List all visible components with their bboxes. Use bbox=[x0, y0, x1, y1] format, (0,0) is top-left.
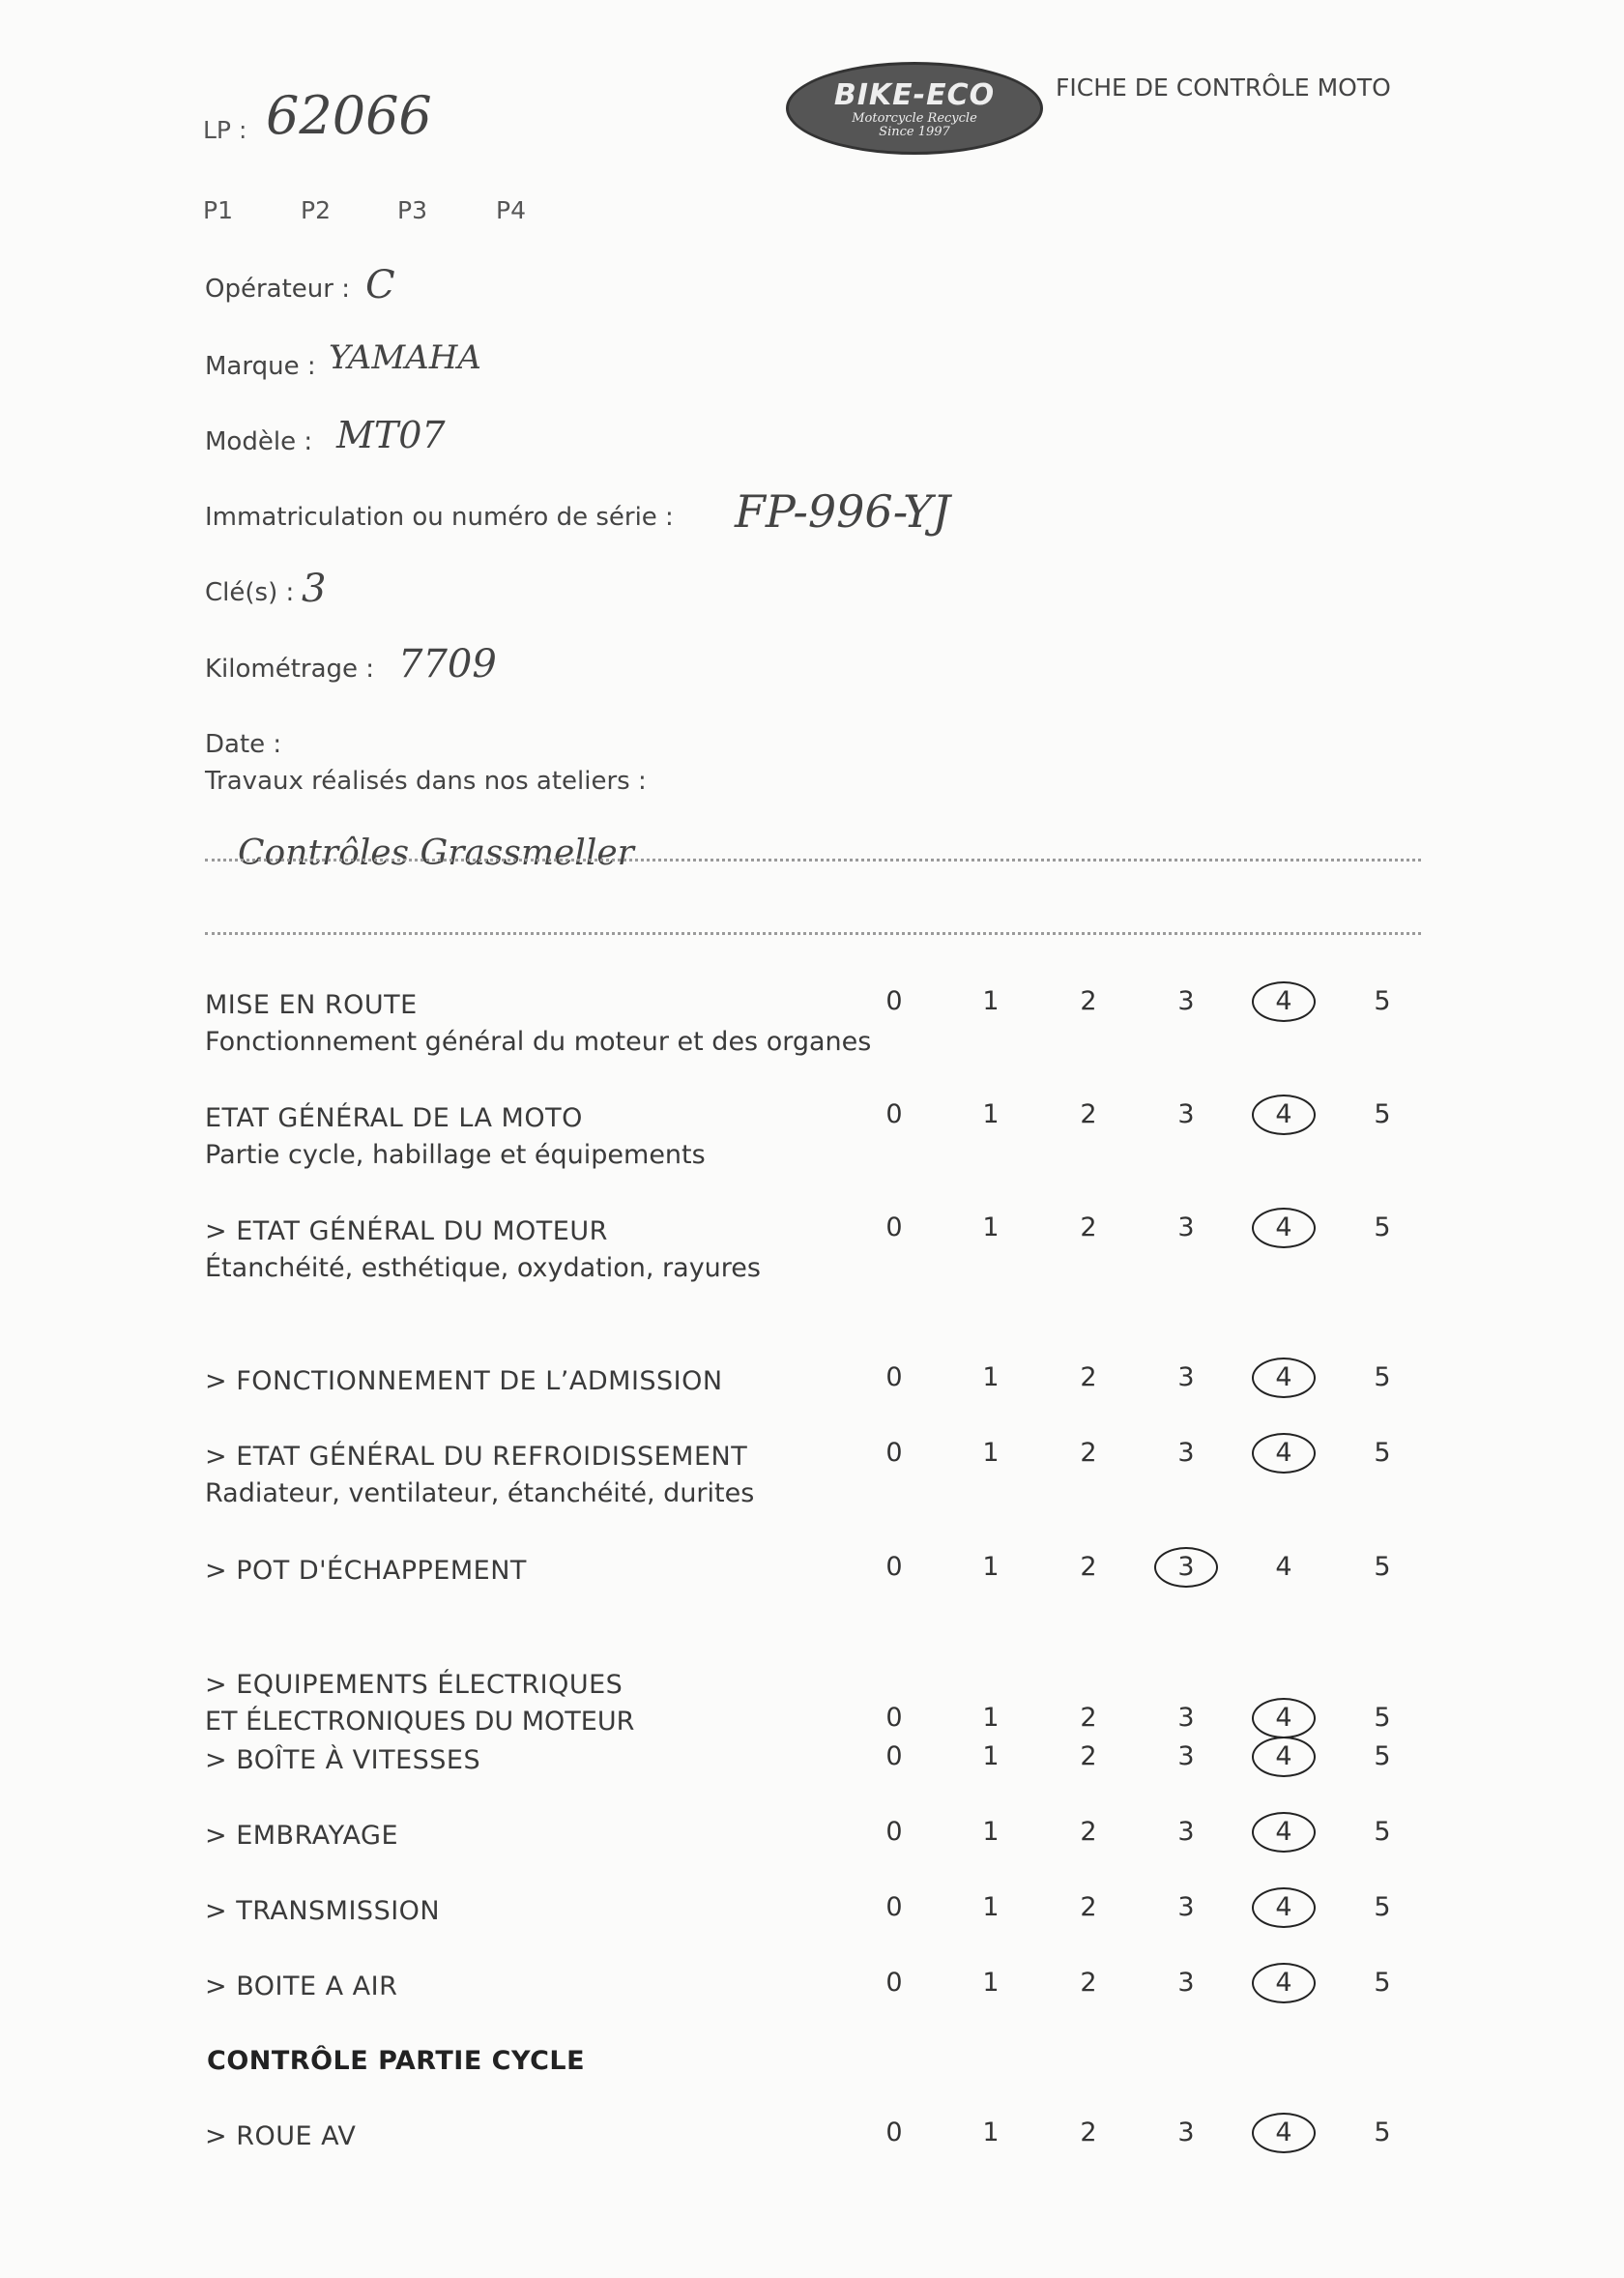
immatriculation-value: FP-996-YJ bbox=[735, 485, 950, 538]
selected-rating-circle bbox=[1252, 1737, 1316, 1777]
kilometrage-value: 7709 bbox=[398, 642, 497, 686]
rating-option-0[interactable]: 0 bbox=[885, 986, 903, 1016]
rating-option-1[interactable]: 1 bbox=[982, 1438, 1000, 1468]
rating-row-subtitle: ET ÉLECTRONIQUES DU MOTEUR bbox=[205, 1707, 635, 1737]
rating-row-title: > FONCTIONNEMENT DE L’ADMISSION bbox=[205, 1366, 723, 1396]
selected-rating-circle bbox=[1252, 2113, 1316, 2153]
rating-option-4[interactable]: 4 bbox=[1275, 1438, 1292, 1468]
rating-option-2[interactable]: 2 bbox=[1080, 1438, 1097, 1468]
marque-label: Marque : bbox=[205, 352, 316, 381]
rating-option-4[interactable]: 4 bbox=[1275, 1552, 1292, 1582]
rating-row-subtitle: Partie cycle, habillage et équipements bbox=[205, 1140, 706, 1170]
rating-option-1[interactable]: 1 bbox=[982, 1703, 1000, 1733]
position-p1: P1 bbox=[203, 196, 233, 224]
rating-option-0[interactable]: 0 bbox=[885, 1552, 903, 1582]
rating-row-title: > EMBRAYAGE bbox=[205, 1821, 398, 1851]
rating-option-1[interactable]: 1 bbox=[982, 1892, 1000, 1922]
rating-option-5[interactable]: 5 bbox=[1374, 1703, 1391, 1733]
position-p4: P4 bbox=[496, 196, 526, 224]
rating-option-2[interactable]: 2 bbox=[1080, 1212, 1097, 1242]
position-p2: P2 bbox=[301, 196, 331, 224]
rating-option-3[interactable]: 3 bbox=[1177, 1741, 1195, 1771]
rating-row-title: > ETAT GÉNÉRAL DU MOTEUR bbox=[205, 1216, 608, 1246]
rating-option-2[interactable]: 2 bbox=[1080, 1741, 1097, 1771]
rating-option-1[interactable]: 1 bbox=[982, 1817, 1000, 1847]
position-p3: P3 bbox=[397, 196, 427, 224]
rating-option-2[interactable]: 2 bbox=[1080, 1703, 1097, 1733]
rating-option-3[interactable]: 3 bbox=[1177, 1817, 1195, 1847]
cles-label: Clé(s) : bbox=[205, 578, 295, 607]
rating-option-0[interactable]: 0 bbox=[885, 1438, 903, 1468]
rating-option-4[interactable]: 4 bbox=[1275, 1968, 1292, 1998]
rating-option-1[interactable]: 1 bbox=[982, 2117, 1000, 2147]
selected-rating-circle bbox=[1252, 1433, 1316, 1474]
rating-option-3[interactable]: 3 bbox=[1177, 1212, 1195, 1242]
rating-option-0[interactable]: 0 bbox=[885, 1212, 903, 1242]
selected-rating-circle bbox=[1252, 981, 1316, 1022]
selected-rating-circle bbox=[1252, 1208, 1316, 1248]
rating-option-1[interactable]: 1 bbox=[982, 1362, 1000, 1392]
operateur-value: C bbox=[365, 263, 395, 307]
rating-row-subtitle: Radiateur, ventilateur, étanchéité, durites bbox=[205, 1478, 755, 1508]
rating-option-4[interactable]: 4 bbox=[1275, 1892, 1292, 1922]
rating-option-4[interactable]: 4 bbox=[1275, 1741, 1292, 1771]
rating-row-title: > BOITE A AIR bbox=[205, 1971, 398, 2001]
selected-rating-circle bbox=[1252, 1887, 1316, 1928]
rating-option-4[interactable]: 4 bbox=[1275, 1703, 1292, 1733]
rating-option-5[interactable]: 5 bbox=[1374, 986, 1391, 1016]
rating-option-5[interactable]: 5 bbox=[1374, 1817, 1391, 1847]
rating-option-3[interactable]: 3 bbox=[1177, 1099, 1195, 1129]
rating-option-1[interactable]: 1 bbox=[982, 1099, 1000, 1129]
rating-option-4[interactable]: 4 bbox=[1275, 1212, 1292, 1242]
rating-option-2[interactable]: 2 bbox=[1080, 1817, 1097, 1847]
rating-row-title: > ETAT GÉNÉRAL DU REFROIDISSEMENT bbox=[205, 1442, 748, 1472]
rating-option-5[interactable]: 5 bbox=[1374, 1212, 1391, 1242]
rating-option-5[interactable]: 5 bbox=[1374, 1438, 1391, 1468]
operateur-label: Opérateur : bbox=[205, 275, 350, 304]
rating-option-0[interactable]: 0 bbox=[885, 1362, 903, 1392]
rating-option-2[interactable]: 2 bbox=[1080, 986, 1097, 1016]
rating-option-3[interactable]: 3 bbox=[1177, 2117, 1195, 2147]
lp-value: 62066 bbox=[266, 85, 432, 146]
date-label: Date : bbox=[205, 730, 282, 759]
rating-option-3[interactable]: 3 bbox=[1177, 1968, 1195, 1998]
rating-option-0[interactable]: 0 bbox=[885, 1099, 903, 1129]
rating-option-2[interactable]: 2 bbox=[1080, 1362, 1097, 1392]
rating-option-5[interactable]: 5 bbox=[1374, 1968, 1391, 1998]
rating-option-5[interactable]: 5 bbox=[1374, 1552, 1391, 1582]
rating-option-0[interactable]: 0 bbox=[885, 1741, 903, 1771]
rating-option-0[interactable]: 0 bbox=[885, 1817, 903, 1847]
rating-option-3[interactable]: 3 bbox=[1177, 1438, 1195, 1468]
rating-row-subtitle: Étanchéité, esthétique, oxydation, rayures bbox=[205, 1253, 761, 1283]
rating-option-4[interactable]: 4 bbox=[1275, 1817, 1292, 1847]
rating-option-5[interactable]: 5 bbox=[1374, 2117, 1391, 2147]
rating-option-3[interactable]: 3 bbox=[1177, 1892, 1195, 1922]
rating-option-5[interactable]: 5 bbox=[1374, 1362, 1391, 1392]
modele-value: MT07 bbox=[336, 414, 446, 456]
rating-option-5[interactable]: 5 bbox=[1374, 1741, 1391, 1771]
rating-row-title: > TRANSMISSION bbox=[205, 1896, 441, 1926]
section-heading-partie-cycle: CONTRÔLE PARTIE CYCLE bbox=[207, 2046, 586, 2076]
rating-option-4[interactable]: 4 bbox=[1275, 2117, 1292, 2147]
travaux-line-1 bbox=[205, 859, 1421, 862]
rating-option-2[interactable]: 2 bbox=[1080, 1552, 1097, 1582]
kilometrage-label: Kilométrage : bbox=[205, 655, 375, 684]
rating-option-1[interactable]: 1 bbox=[982, 986, 1000, 1016]
selected-rating-circle bbox=[1252, 1963, 1316, 2003]
rating-row-title: > POT D'ÉCHAPPEMENT bbox=[205, 1556, 527, 1586]
selected-rating-circle bbox=[1252, 1812, 1316, 1853]
rating-option-0[interactable]: 0 bbox=[885, 2117, 903, 2147]
rating-option-1[interactable]: 1 bbox=[982, 1212, 1000, 1242]
rating-option-0[interactable]: 0 bbox=[885, 1703, 903, 1733]
rating-row-title: > ROUE AV bbox=[205, 2121, 357, 2151]
sheet-title: FICHE DE CONTRÔLE MOTO bbox=[1056, 73, 1391, 102]
lp-label: LP : bbox=[203, 116, 247, 144]
rating-option-3[interactable]: 3 bbox=[1177, 1703, 1195, 1733]
immatriculation-label: Immatriculation ou numéro de série : bbox=[205, 503, 674, 532]
travaux-value: Contrôles Grassmeller bbox=[238, 833, 634, 873]
selected-rating-circle bbox=[1252, 1095, 1316, 1135]
rating-option-2[interactable]: 2 bbox=[1080, 2117, 1097, 2147]
rating-row-title: ETAT GÉNÉRAL DE LA MOTO bbox=[205, 1103, 583, 1133]
rating-option-2[interactable]: 2 bbox=[1080, 1968, 1097, 1998]
rating-option-2[interactable]: 2 bbox=[1080, 1892, 1097, 1922]
rating-option-4[interactable]: 4 bbox=[1275, 1099, 1292, 1129]
rating-option-1[interactable]: 1 bbox=[982, 1741, 1000, 1771]
rating-option-4[interactable]: 4 bbox=[1275, 1362, 1292, 1392]
rating-option-3[interactable]: 3 bbox=[1177, 1362, 1195, 1392]
rating-option-3[interactable]: 3 bbox=[1177, 986, 1195, 1016]
rating-option-0[interactable]: 0 bbox=[885, 1892, 903, 1922]
modele-label: Modèle : bbox=[205, 427, 313, 456]
rating-option-2[interactable]: 2 bbox=[1080, 1099, 1097, 1129]
rating-option-3[interactable]: 3 bbox=[1177, 1552, 1195, 1582]
rating-option-5[interactable]: 5 bbox=[1374, 1892, 1391, 1922]
marque-value: YAMAHA bbox=[329, 338, 481, 377]
cles-value: 3 bbox=[302, 567, 327, 611]
travaux-line-2 bbox=[205, 932, 1421, 935]
rating-option-5[interactable]: 5 bbox=[1374, 1099, 1391, 1129]
rating-row-title: MISE EN ROUTE bbox=[205, 990, 418, 1020]
rating-option-1[interactable]: 1 bbox=[982, 1968, 1000, 1998]
rating-row-title: > EQUIPEMENTS ÉLECTRIQUES bbox=[205, 1670, 624, 1700]
rating-row-subtitle: Fonctionnement général du moteur et des organes bbox=[205, 1027, 872, 1057]
travaux-label: Travaux réalisés dans nos ateliers : bbox=[205, 767, 647, 796]
rating-option-1[interactable]: 1 bbox=[982, 1552, 1000, 1582]
bike-eco-logo: BIKE-ECO Motorcycle Recycle Since 1997 bbox=[786, 62, 1043, 155]
selected-rating-circle bbox=[1252, 1358, 1316, 1398]
selected-rating-circle bbox=[1154, 1547, 1218, 1588]
rating-option-0[interactable]: 0 bbox=[885, 1968, 903, 1998]
rating-row-title: > BOÎTE À VITESSES bbox=[205, 1745, 481, 1775]
rating-option-4[interactable]: 4 bbox=[1275, 986, 1292, 1016]
selected-rating-circle bbox=[1252, 1698, 1316, 1738]
